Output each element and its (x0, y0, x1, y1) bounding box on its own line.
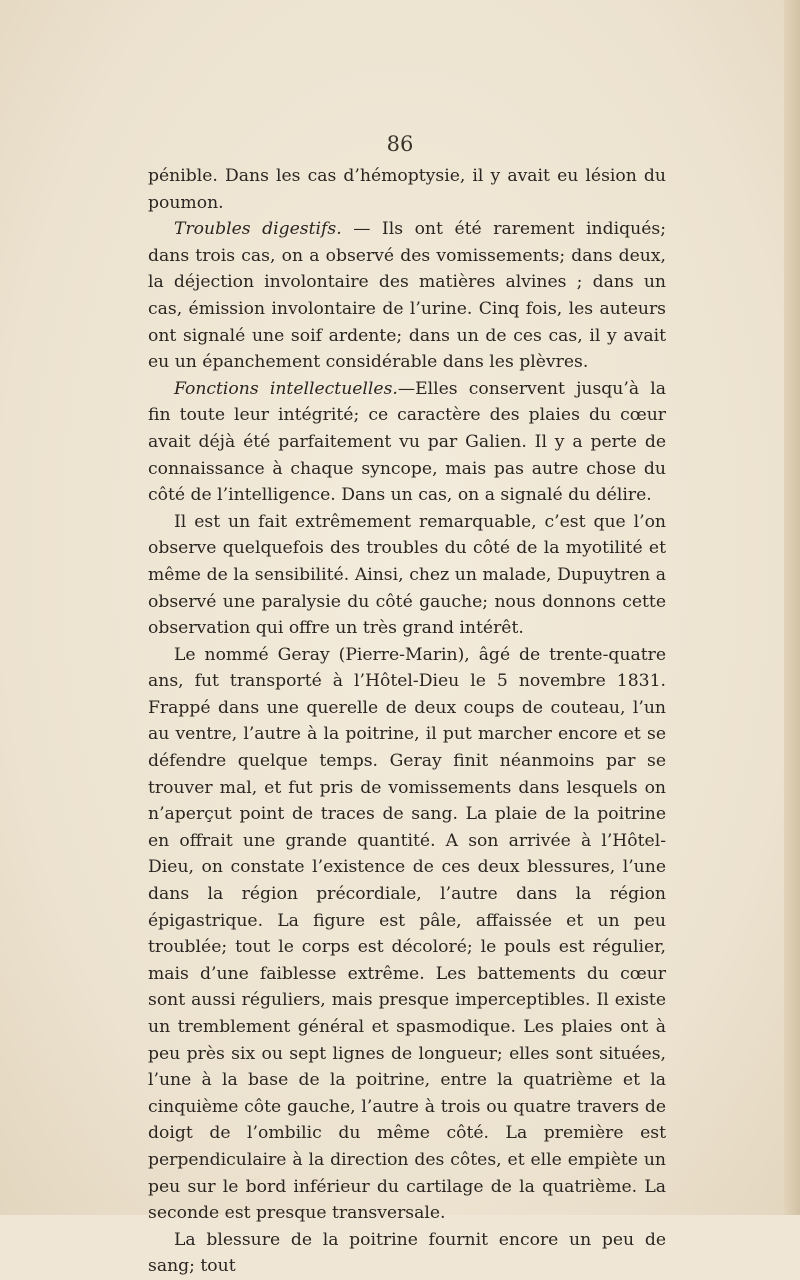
paragraph-myotilite (148, 509, 666, 642)
paragraph-text: Il est un fait extrêmement remarquable, c’est que l’on observe quelquefois des troubles du côté de la myotilité et même de la sensibilité. Ainsi, chez un malade, Dupuytren a observé une paralysie du côté gauche; nous donnons cette observation qui offre un très grand intérêt. (148, 511, 666, 639)
paragraph-text: Le nommé Geray (Pierre-Marin), âgé de trente-quatre ans, fut transporté à l’Hôtel-Dieu le 5 novembre 1831. Frappé dans une querelle de deux coups de couteau, l’un au ventre, l’autre à la poitrine, il put marcher encore et se défendre quelque temps. Geray finit néanmoins par se trouver mal, et fut pris de vomissements dans lesquels on n’aperçut point de traces de sang. La plaie de la poitrine en offrait une grande quantité. A son arrivée à l’Hôtel-Dieu, on constate l’existence de ces deux blessures, l’une dans la région précordiale, l’autre dans la région épigastrique. La figure est pâle, affaissée et un peu troublée; tout le corps est décoloré; le pouls est régulier, mais d’une faiblesse extrême. Les battements du cœur sont aussi réguliers, mais presque imperceptibles. Il existe un tremblement général et spasmodique. Les plaies ont à peu près six ou sept lignes de longueur; elles sont situées, l’une à la base de la poitrine, entre la quatrième et la cinquième côte gauche, l’autre à trois ou quatre travers de doigt de l’ombilic du même côté. La première est perpendiculaire à la direction des côtes, et elle empiète un peu sur le bord inférieur du cartilage de la quatrième. La seconde est presque transversale. (148, 644, 666, 1224)
paragraph-text: La blessure de la poitrine fournit encore un peu de sang; tout (148, 1229, 666, 1277)
paragraph-text: — Ils ont été rarement indiqués; dans trois cas, on a observé des vomissements; dans deux, la déjection involontaire des matières alvines ; dans un cas, émission involontaire de l’urine. Cinq fois, les auteurs ont signalé une soif ardente; dans un de ces cas, il y avait eu un épanchement considérable dans les plèvres. (148, 219, 666, 373)
section-heading: Troubles digestifs. (174, 219, 342, 240)
paragraph-continuation (148, 163, 666, 216)
page-edge (784, 0, 800, 1215)
paragraph-observation-geray (148, 642, 666, 1227)
paragraph-troubles-digestifs (148, 216, 666, 376)
page-number: 86 (386, 132, 414, 156)
section-heading: Fonctions intellectuelles. (174, 378, 398, 399)
paragraph-text: pénible. Dans les cas d’hémoptysie, il y avait eu lésion du poumon. (148, 166, 666, 213)
paragraph-fonctions-intellectuelles (148, 376, 666, 509)
body-text (148, 163, 666, 1280)
paragraph-blessure (148, 1227, 666, 1280)
paragraph-text: —Elles conservent jusqu’à la fin toute leur intégrité; ce caractère des plaies du cœur avait déjà été parfaitement vu par Galien. Il y a perte de connaissance à chaque syncope, mais pas autre chose du côté de l’intelligence. Dans un cas, on a signalé du délire. (148, 378, 666, 506)
